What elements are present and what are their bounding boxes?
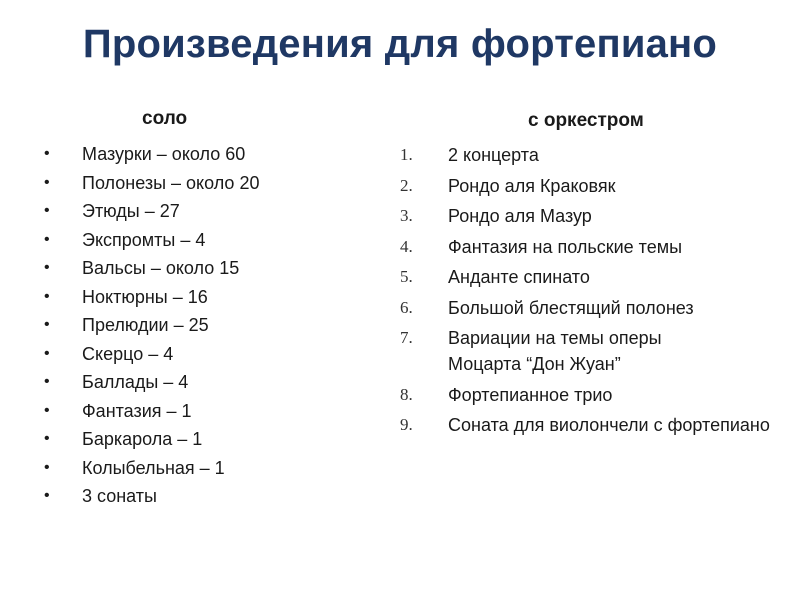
bullet-icon: • [44, 487, 50, 504]
orchestra-item-text: Фантазия на польские темы [448, 236, 683, 257]
solo-column [40, 108, 370, 511]
bullet-icon: • [44, 373, 50, 390]
item-number: 3. [400, 206, 413, 225]
orchestra-item [400, 173, 780, 199]
item-number: 7. [400, 328, 413, 347]
orchestra-item [400, 325, 738, 377]
orchestra-list [400, 142, 780, 438]
solo-item-text: Баркарола – 1 [82, 429, 203, 449]
orchestra-item-text: Вариации на темы оперы Моцарта “Дон Жуан” [448, 328, 662, 374]
solo-item-text: Баллады – 4 [82, 372, 189, 392]
orchestra-item-text: Фортепианное трио [448, 384, 613, 405]
orchestra-heading: с оркестром [528, 110, 644, 131]
solo-item-text: Фантазия – 1 [82, 400, 192, 421]
item-number: 5. [400, 267, 413, 286]
bullet-icon: • [44, 287, 50, 305]
bullet-icon: • [44, 430, 50, 447]
solo-item-text: Колыбельная – 1 [82, 457, 225, 478]
solo-item-text: Полонезы – около 20 [82, 172, 260, 193]
solo-item [40, 169, 370, 198]
solo-item-text: Прелюдии – 25 [82, 315, 209, 335]
solo-item-text: 3 сонаты [82, 486, 157, 506]
bullet-icon: • [44, 230, 50, 248]
solo-item [40, 397, 370, 426]
orchestra-item [400, 295, 780, 321]
solo-item-text: Этюды – 27 [82, 201, 180, 221]
orchestra-item [400, 264, 780, 290]
solo-item-text: Вальсы – около 15 [82, 258, 240, 278]
bullet-icon: • [44, 145, 50, 162]
item-number: 2. [400, 175, 413, 195]
bullet-icon: • [44, 259, 50, 276]
solo-item [40, 425, 370, 454]
solo-list [40, 140, 370, 511]
orchestra-item-text: Рондо аля Краковяк [448, 175, 616, 196]
bullet-icon: • [44, 401, 50, 419]
bullet-icon: • [44, 173, 50, 191]
item-number: 9. [400, 415, 413, 434]
item-number: 8. [400, 384, 413, 404]
orchestra-item [400, 382, 780, 408]
solo-item [40, 368, 370, 397]
item-number: 4. [400, 236, 413, 256]
orchestra-item-text: Соната для виолончели с фортепиано [448, 415, 770, 435]
orchestra-item [400, 203, 780, 229]
item-number: 1. [400, 145, 413, 164]
solo-item-text: Ноктюрны – 16 [82, 286, 208, 307]
bullet-icon: • [44, 344, 50, 362]
solo-item [40, 283, 370, 312]
solo-item [40, 311, 370, 340]
orchestra-item-text: Анданте спинато [448, 267, 590, 287]
solo-item [40, 197, 370, 226]
bullet-icon: • [44, 458, 50, 476]
orchestra-item [400, 412, 778, 438]
solo-item [40, 140, 370, 169]
item-number: 6. [400, 297, 413, 317]
solo-item-text: Скерцо – 4 [82, 343, 174, 364]
bullet-icon: • [44, 202, 50, 219]
slide-title: Произведения для фортепиано [82, 22, 718, 66]
solo-item-text: Экспромты – 4 [82, 229, 206, 250]
solo-item [40, 482, 370, 511]
orchestra-item-text: Большой блестящий полонез [448, 297, 694, 318]
solo-item-text: Мазурки – около 60 [82, 144, 246, 164]
orchestra-item [400, 234, 780, 260]
orchestra-item-text: 2 концерта [448, 145, 539, 165]
orchestra-item [400, 142, 780, 168]
orchestra-column [400, 110, 780, 443]
solo-item [40, 340, 370, 369]
solo-item [40, 254, 370, 283]
solo-item [40, 454, 370, 483]
orchestra-item-text: Рондо аля Мазур [448, 206, 592, 226]
bullet-icon: • [44, 316, 50, 333]
solo-item [40, 226, 370, 255]
solo-heading: соло [142, 108, 188, 129]
